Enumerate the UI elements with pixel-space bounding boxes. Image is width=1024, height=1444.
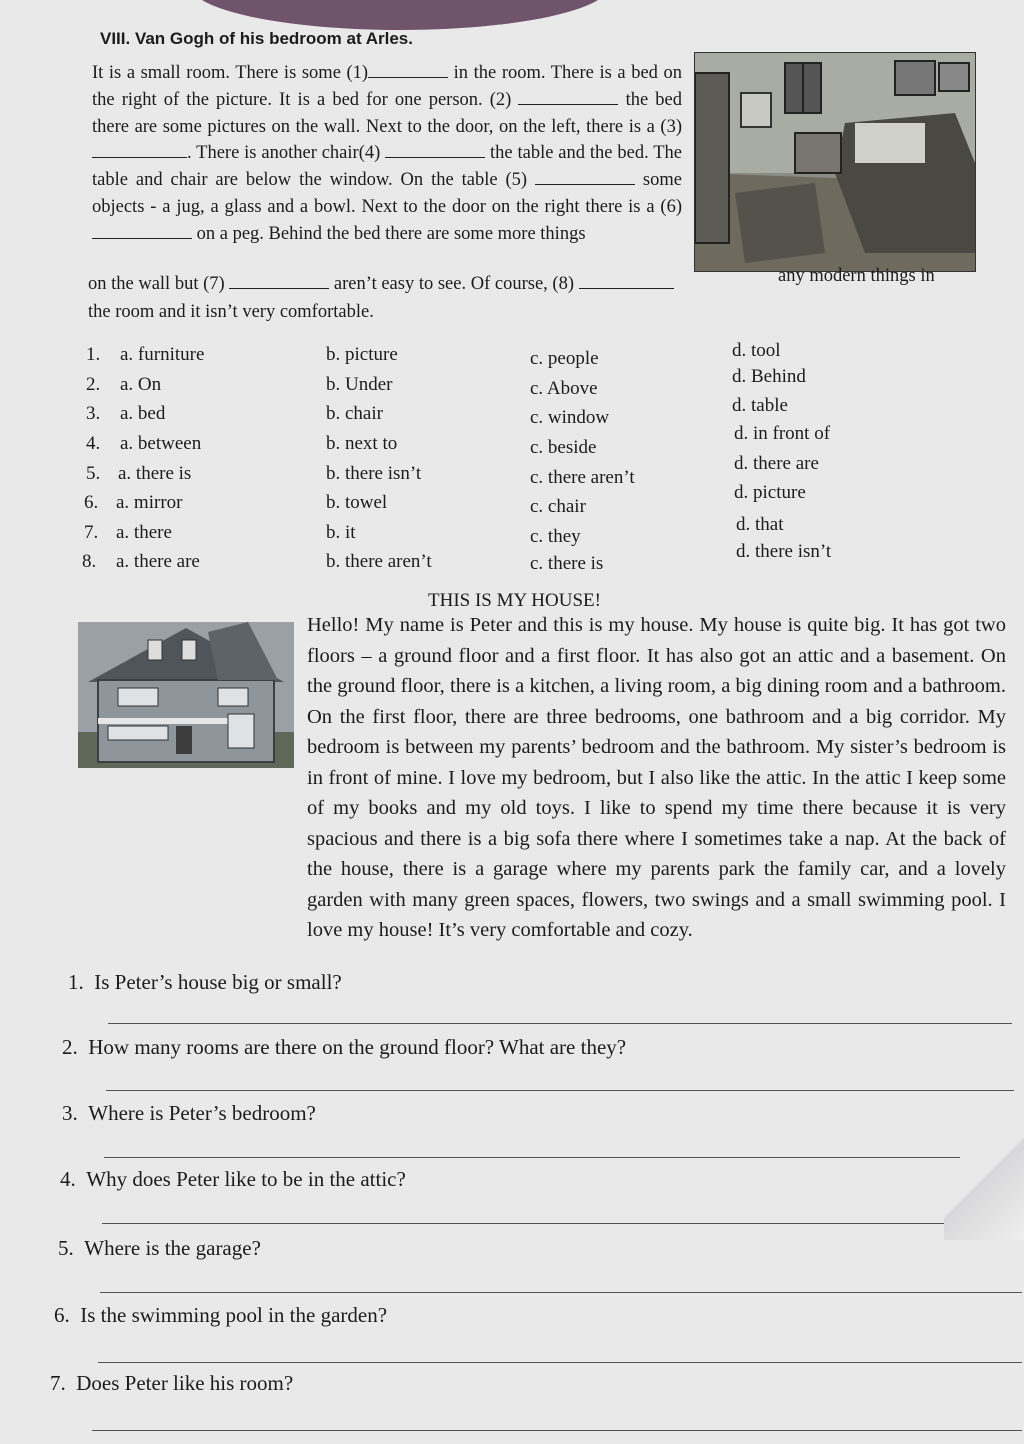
cloze-text: the table and the bed. The table and chair are below the window. On the table (5) bbox=[92, 143, 682, 191]
blank-5[interactable] bbox=[535, 170, 635, 185]
option-c[interactable]: c. Above bbox=[530, 378, 598, 399]
cloze-text: on the wall but (7) bbox=[88, 274, 230, 294]
cloze-paragraph bbox=[92, 60, 682, 248]
blank-1[interactable] bbox=[368, 63, 448, 78]
cloze-text: on a peg. Behind the bed there are some more things bbox=[192, 223, 586, 244]
option-number: 6. bbox=[84, 492, 99, 513]
question-text: How many rooms are there on the ground floor? What are they? bbox=[88, 1035, 627, 1059]
option-d[interactable]: d. that bbox=[736, 514, 784, 535]
question-item bbox=[54, 1303, 387, 1328]
option-number: 7. bbox=[84, 522, 99, 543]
option-c[interactable]: c. chair bbox=[530, 496, 586, 517]
question-number: 5. bbox=[58, 1236, 74, 1260]
question-item bbox=[60, 1167, 406, 1192]
option-b[interactable]: b. Under bbox=[326, 374, 393, 395]
option-c[interactable]: c. people bbox=[530, 348, 599, 369]
option-c[interactable]: c. there aren’t bbox=[530, 467, 635, 488]
blank-3[interactable] bbox=[92, 143, 187, 158]
question-text: Is Peter’s house big or small? bbox=[94, 970, 342, 994]
option-a[interactable]: a. there is bbox=[118, 463, 192, 484]
question-text: Is the swimming pool in the garden? bbox=[80, 1303, 388, 1327]
question-item bbox=[68, 970, 342, 995]
photo-shadow bbox=[190, 0, 610, 30]
option-d[interactable]: d. tool bbox=[732, 340, 781, 361]
option-number: 8. bbox=[82, 551, 97, 572]
option-d[interactable]: d. picture bbox=[734, 482, 806, 503]
option-a[interactable]: a. there are bbox=[116, 551, 200, 572]
cloze-tail bbox=[88, 266, 988, 326]
option-c[interactable]: c. window bbox=[530, 407, 610, 428]
option-number: 5. bbox=[86, 463, 101, 484]
blank-8[interactable] bbox=[579, 274, 674, 289]
question-number: 7. bbox=[50, 1371, 66, 1395]
option-number: 2. bbox=[86, 374, 101, 395]
option-a[interactable]: a. bed bbox=[120, 403, 166, 424]
section-title: VIII. Van Gogh of his bedroom at Arles. bbox=[100, 29, 413, 48]
option-a[interactable]: a. On bbox=[120, 374, 162, 395]
blank-7[interactable] bbox=[229, 274, 329, 289]
option-a[interactable]: a. mirror bbox=[116, 492, 183, 513]
option-d[interactable]: d. in front of bbox=[734, 423, 831, 444]
option-a[interactable]: a. furniture bbox=[120, 344, 205, 365]
question-number: 1. bbox=[68, 970, 84, 994]
question-number: 2. bbox=[62, 1035, 78, 1059]
option-a[interactable]: a. between bbox=[120, 433, 202, 454]
cloze-text: . There is another chair(4) bbox=[187, 143, 386, 164]
option-d[interactable]: d. there are bbox=[734, 453, 819, 474]
answer-line[interactable] bbox=[92, 1430, 1022, 1431]
cloze-text: It is a small room. There is some (1) bbox=[92, 63, 369, 83]
van-gogh-bedroom-painting bbox=[694, 52, 976, 272]
option-b[interactable]: b. picture bbox=[326, 344, 398, 365]
question-item bbox=[50, 1371, 293, 1396]
page-fold bbox=[944, 1120, 1024, 1240]
option-d[interactable]: d. table bbox=[732, 395, 788, 416]
option-number: 1. bbox=[86, 344, 101, 365]
cloze-text: any modern things in bbox=[778, 266, 935, 286]
question-item bbox=[62, 1101, 316, 1126]
option-number: 4. bbox=[86, 433, 101, 454]
answer-line[interactable] bbox=[108, 1023, 1012, 1024]
reading-text: Hello! My name is Peter and this is my house. My house is quite big. It has got two floors – a ground floor and a first floor. It has also got an attic and a basement. On the ground floor, there is a kitchen, a living room, a big dining room and a bathroom. On the first floor, there are three bedrooms, one bathroom and a big corridor. My bedroom is between my parents’ bedroom and the bathroom. My sister’s bedroom is in front of mine. I love my bedroom, but I also like the attic. In the attic I keep some of my books and my old toys. I like to spend my time there because it is very spacious and there is a big sofa there where I sometimes take a nap. At the back of the house, there is a garage where my parents park the family car, and a lovely garden with many green spaces, flowers, two swings and a small swimming pool. I love my house! It’s very comfortable and cozy. bbox=[307, 614, 1006, 941]
answer-line[interactable] bbox=[98, 1362, 1022, 1363]
reading-title: THIS IS MY HOUSE! bbox=[428, 590, 601, 611]
option-number: 3. bbox=[86, 403, 101, 424]
blank-6[interactable] bbox=[92, 224, 192, 239]
option-b[interactable]: b. there isn’t bbox=[326, 463, 422, 484]
question-item bbox=[62, 1035, 626, 1060]
question-number: 4. bbox=[60, 1167, 76, 1191]
blank-4[interactable] bbox=[385, 143, 485, 158]
option-b[interactable]: b. chair bbox=[326, 403, 383, 424]
blank-2[interactable] bbox=[518, 90, 618, 105]
option-c[interactable]: c. there is bbox=[530, 553, 604, 574]
option-b[interactable]: b. there aren’t bbox=[326, 551, 432, 572]
answer-line[interactable] bbox=[100, 1292, 1022, 1293]
option-d[interactable]: d. there isn’t bbox=[736, 541, 832, 562]
question-number: 6. bbox=[54, 1303, 70, 1327]
option-b[interactable]: b. next to bbox=[326, 433, 398, 454]
question-text: Does Peter like his room? bbox=[76, 1371, 294, 1395]
question-item bbox=[58, 1236, 261, 1261]
cloze-text: the room and it isn’t very comfortable. bbox=[88, 302, 374, 322]
option-c[interactable]: c. beside bbox=[530, 437, 597, 458]
option-c[interactable]: c. they bbox=[530, 526, 581, 547]
cloze-text: some objects - a jug, a glass and a bowl. Next to the door on the right there is a (6) bbox=[92, 170, 682, 217]
option-d[interactable]: d. Behind bbox=[732, 366, 806, 387]
question-text: Why does Peter like to be in the attic? bbox=[86, 1167, 406, 1191]
answer-line[interactable] bbox=[106, 1090, 1014, 1091]
answer-line[interactable] bbox=[104, 1157, 960, 1158]
question-number: 3. bbox=[62, 1101, 78, 1125]
answer-line[interactable] bbox=[102, 1223, 1008, 1224]
cloze-text: aren’t easy to see. Of course, (8) bbox=[329, 274, 579, 294]
question-text: Where is Peter’s bedroom? bbox=[88, 1101, 316, 1125]
cloze-text: the bed there are some pictures on the wall. Next to the door, on the left, there is a (3) bbox=[92, 89, 683, 137]
question-text: Where is the garage? bbox=[84, 1236, 261, 1260]
option-b[interactable]: b. towel bbox=[326, 492, 388, 513]
option-a[interactable]: a. there bbox=[116, 522, 172, 543]
option-b[interactable]: b. it bbox=[326, 522, 356, 543]
cloze-text: in the room. There is a bed on the right of the picture. It is a bed for one person. (2) bbox=[92, 63, 683, 110]
reading-paragraph bbox=[70, 610, 1006, 946]
